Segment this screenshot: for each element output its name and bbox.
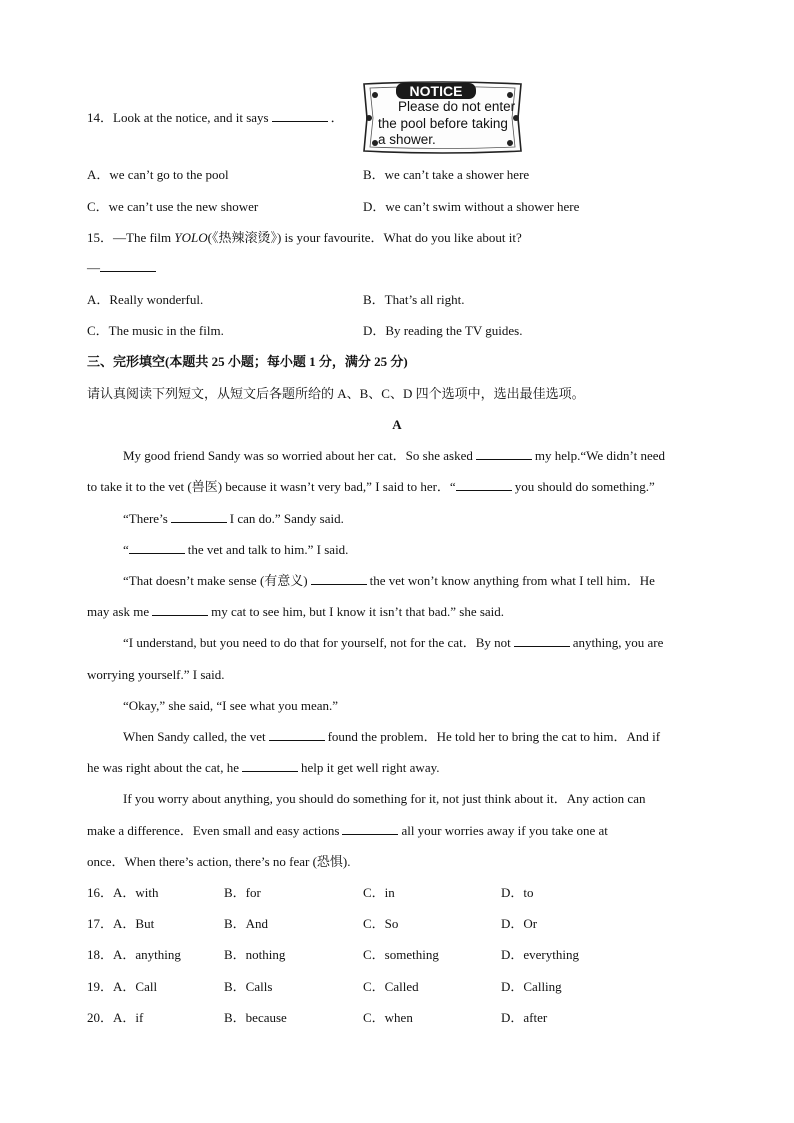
option-d[interactable]: D．Or <box>501 916 538 931</box>
option-d[interactable]: D．everything <box>501 947 579 962</box>
q14-option-d[interactable]: D．we can’t swim without a shower here <box>363 199 580 214</box>
blank-21[interactable] <box>152 604 208 616</box>
notice-sign-image <box>360 80 525 155</box>
option-b[interactable]: B．And <box>224 916 269 931</box>
q15-option-d[interactable]: D．By reading the TV guides. <box>363 323 523 338</box>
option-a[interactable]: A．if <box>113 1010 144 1025</box>
q14-option-c[interactable]: C．we can’t use the new shower <box>87 199 259 214</box>
option-b[interactable]: B．for <box>224 885 261 900</box>
passage-line: “Okay,” she said, “I see what you mean.” <box>123 698 339 713</box>
q15-stem: 15．—The film YOLO(《热辣滚烫》) is your favourite．What do you like about it? <box>87 230 522 245</box>
q15-option-c[interactable]: C．The music in the film. <box>87 323 224 338</box>
passage-line: My good friend Sandy was so worried about her cat．So she asked my help.“We didn’t need <box>123 448 665 463</box>
blank-18[interactable] <box>171 511 227 523</box>
blank-16[interactable] <box>476 448 532 460</box>
option-c[interactable]: C．in <box>363 885 395 900</box>
blank-20[interactable] <box>311 573 367 585</box>
passage-line: “ the vet and talk to him.” I said. <box>123 542 349 557</box>
q15-answer-blank[interactable] <box>100 260 156 272</box>
passage-line: make a difference．Even small and easy actions all your worries away if you take one at <box>87 823 608 838</box>
passage-line: When Sandy called, the vet found the problem．He told her to bring the cat to him．And if <box>123 729 661 744</box>
passage-line: “I understand, but you need to do that for yourself, not for the cat．By not anything, you are <box>123 635 664 650</box>
option-d[interactable]: D．after <box>501 1010 548 1025</box>
option-a[interactable]: A．Call <box>113 979 158 994</box>
q15-option-b[interactable]: B．That’s all right. <box>363 292 465 307</box>
blank-24[interactable] <box>242 760 298 772</box>
q15-option-a[interactable]: A．Really wonderful. <box>87 292 204 307</box>
passage-line: “There’s I can do.” Sandy said. <box>123 511 344 526</box>
option-c[interactable]: C．when <box>363 1010 413 1025</box>
option-b[interactable]: B．because <box>224 1010 287 1025</box>
option-d[interactable]: D．Calling <box>501 979 562 994</box>
option-d[interactable]: D．to <box>501 885 534 900</box>
passage-line: he was right about the cat, he help it get well right away. <box>87 760 440 775</box>
q15-reply: — <box>87 260 159 276</box>
option-c[interactable]: C．something <box>363 947 439 962</box>
q14-stem: 14．Look at the notice, and it says ． <box>87 110 344 125</box>
notice-title: NOTICE <box>396 83 476 99</box>
passage-line: “That doesn’t make sense (有意义) the vet won’t know anything from what I tell him．He <box>123 573 655 588</box>
blank-22[interactable] <box>514 635 570 647</box>
option-a[interactable]: A．But <box>113 916 155 931</box>
passage-line: may ask me my cat to see him, but I know it isn’t that bad.” she said. <box>87 604 505 619</box>
option-c[interactable]: C．So <box>363 916 399 931</box>
blank-17[interactable] <box>456 479 512 491</box>
passage-line: worrying yourself.” I said. <box>87 667 225 682</box>
section-instruction: 请认真阅读下列短文，从短文后各题所给的 A、B、C、D 四个选项中，选出最佳选项。 <box>87 386 585 401</box>
blank-25[interactable] <box>342 823 398 835</box>
passage-line: If you worry about anything, you should do something for it, not just think about it．Any action can <box>123 791 646 806</box>
question-number: 18．A．anything <box>87 947 181 962</box>
question-number: 17．A．But <box>87 916 155 931</box>
option-a[interactable]: A．anything <box>113 947 181 962</box>
q14-option-a[interactable]: A．we can’t go to the pool <box>87 167 229 182</box>
option-a[interactable]: A．with <box>113 885 159 900</box>
blank-23[interactable] <box>269 729 325 741</box>
section-heading: 三、完形填空(本题共 25 小题；每小题 1 分，满分 25 分) <box>87 354 408 369</box>
passage-line: to take it to the vet (兽医) because it wasn’t very bad,” I said to her．“ you should do something.” <box>87 479 655 494</box>
question-number: 16．A．with <box>87 885 159 900</box>
notice-text: Please do not enter the pool before taking a shower. <box>378 99 516 147</box>
passage-label: A <box>392 417 402 432</box>
option-c[interactable]: C．Called <box>363 979 419 994</box>
option-b[interactable]: B．Calls <box>224 979 273 994</box>
passage-line: once．When there’s action, there’s no fear (恐惧). <box>87 854 351 869</box>
option-b[interactable]: B．nothing <box>224 947 286 962</box>
blank-19[interactable] <box>129 542 185 554</box>
question-number: 19．A．Call <box>87 979 158 994</box>
question-number: 20．A．if <box>87 1010 144 1025</box>
q14-answer-blank[interactable] <box>272 110 328 122</box>
q14-option-b[interactable]: B．we can’t take a shower here <box>363 167 530 182</box>
